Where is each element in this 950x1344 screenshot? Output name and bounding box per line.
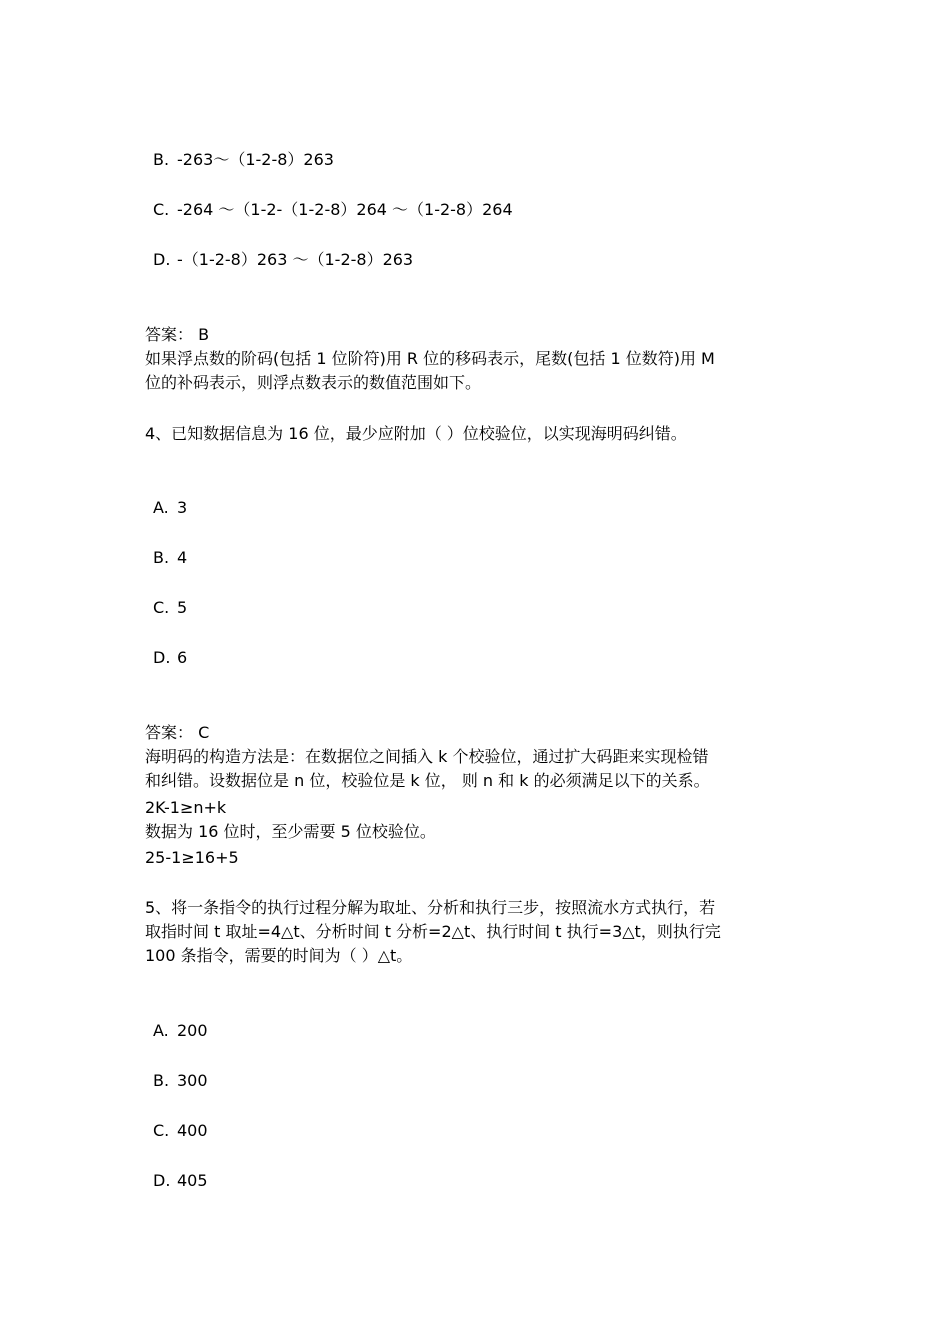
option-text: 400 <box>177 1121 208 1140</box>
q4-question: 4、已知数据信息为 16 位，最少应附加（ ）位校验位，以实现海明码纠错。 <box>145 424 687 443</box>
option-text: 6 <box>177 648 188 667</box>
q4-explanation-line-5: 25-1≥16+5 <box>145 848 239 867</box>
q4-option-a <box>153 496 187 520</box>
option-text: 4 <box>177 548 188 567</box>
q4-explanation-line-4: 数据为 16 位时，至少需要 5 位校验位。 <box>145 822 436 841</box>
q5-question-line-1: 5、将一条指令的执行过程分解为取址、分析和执行三步，按照流水方式执行，若 <box>145 898 716 917</box>
option-letter: C. <box>153 1121 170 1140</box>
option-letter: B. <box>153 150 170 169</box>
option-text: -264 ～（1-2-（1-2-8）264 ～（1-2-8）264 <box>177 200 513 219</box>
option-text: -263～（1-2-8）263 <box>177 150 334 169</box>
q3-explanation-line-2: 位的补码表示，则浮点数表示的数值范围如下。 <box>145 373 482 392</box>
q5-option-a <box>153 1019 208 1043</box>
option-text: 300 <box>177 1071 208 1090</box>
q3-option-d <box>153 248 413 272</box>
option-letter: D. <box>153 648 171 667</box>
q4-option-d <box>153 646 187 670</box>
option-letter: C. <box>153 200 170 219</box>
option-letter: C. <box>153 598 170 617</box>
q3-option-b <box>153 148 334 172</box>
option-letter: A. <box>153 1021 169 1040</box>
option-text: -（1-2-8）263 ～（1-2-8）263 <box>177 250 414 269</box>
q4-option-b <box>153 546 187 570</box>
q5-option-d <box>153 1169 208 1193</box>
q4-explanation-line-2: 和纠错。设数据位是 n 位，校验位是 k 位， 则 n 和 k 的必须满足以下的关系。 <box>145 771 710 790</box>
option-letter: B. <box>153 548 170 567</box>
option-letter: D. <box>153 250 171 269</box>
q4-explanation-line-3: 2K-1≥n+k <box>145 798 227 817</box>
option-letter: B. <box>153 1071 170 1090</box>
q5-question-line-3: 100 条指令，需要的时间为（ ）△t。 <box>145 946 413 965</box>
option-text: 3 <box>177 498 188 517</box>
q5-question-line-2: 取指时间 t 取址=4△t、分析时间 t 分析=2△t、执行时间 t 执行=3△t，则执行完 <box>145 922 721 941</box>
q5-option-b <box>153 1069 208 1093</box>
option-text: 5 <box>177 598 188 617</box>
option-text: 200 <box>177 1021 208 1040</box>
option-text: 405 <box>177 1171 208 1190</box>
option-letter: D. <box>153 1171 171 1190</box>
q4-explanation-line-1: 海明码的构造方法是：在数据位之间插入 k 个校验位，通过扩大码距来实现检错 <box>145 747 709 766</box>
q4-answer: 答案： C <box>145 723 210 742</box>
q5-option-c <box>153 1119 208 1143</box>
q3-option-c <box>153 198 513 222</box>
q3-answer: 答案： B <box>145 325 210 344</box>
q4-option-c <box>153 596 187 620</box>
q3-explanation-line-1: 如果浮点数的阶码(包括 1 位阶符)用 R 位的移码表示，尾数(包括 1 位数符)用 M <box>145 349 715 368</box>
option-letter: A. <box>153 498 169 517</box>
